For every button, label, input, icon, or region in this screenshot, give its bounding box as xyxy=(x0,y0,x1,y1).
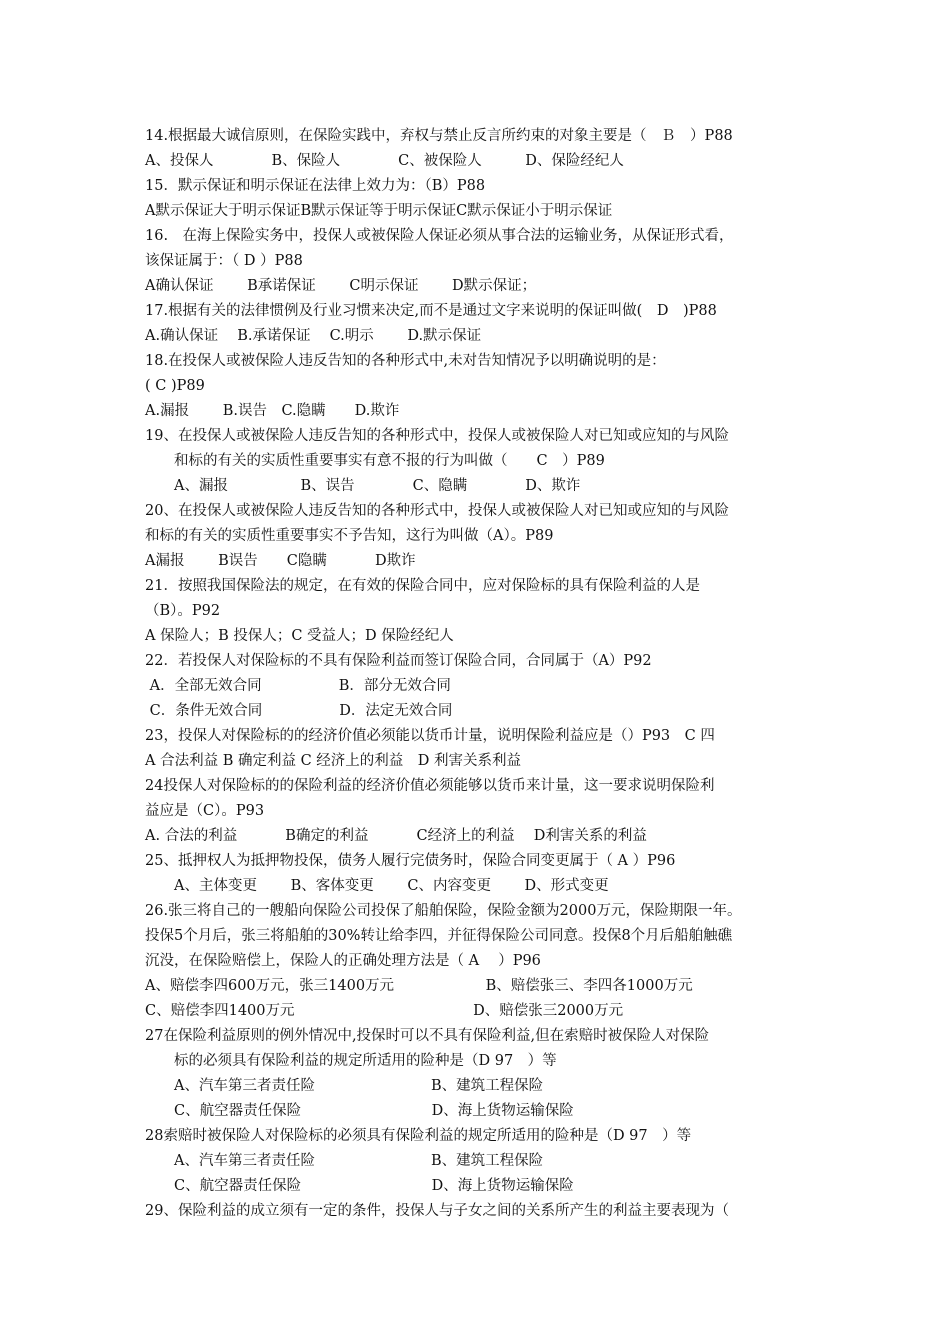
q18-stem-cont: ( C )P89 xyxy=(145,378,205,394)
q21-options: A 保险人；B 投保人；C 受益人；D 保险经纪人 xyxy=(145,628,454,644)
q27-options-1: A、汽车第三者责任险 B、建筑工程保险 xyxy=(145,1078,544,1094)
q17-stem: 17.根据有关的法律惯例及行业习惯来决定,而不是通过文字来说明的保证叫做( D )P88 xyxy=(145,303,717,319)
q15-stem: 15．默示保证和明示保证在法律上效力为：（B）P88 xyxy=(145,178,486,194)
q26-stem-cont-2: 沉没，在保险赔偿上，保险人的正确处理方法是（ A ）P96 xyxy=(145,953,541,969)
q21-stem-cont: （B）。P92 xyxy=(145,603,221,619)
q24-stem-cont: 益应是（C）。P93 xyxy=(145,803,265,819)
q20-options: A漏报 B误告 C隐瞒 D欺诈 xyxy=(145,553,416,569)
q23-options: A 合法利益 B 确定利益 C 经济上的利益 D 利害关系利益 xyxy=(145,753,521,769)
q24-options: A. 合法的利益 B确定的利益 C经济上的利益 D利害关系的利益 xyxy=(145,828,647,844)
q29-stem: 29、保险利益的成立须有一定的条件，投保人与子女之间的关系所产生的利益主要表现为（ xyxy=(145,1203,729,1219)
q22-options-1: A．全部无效合同 B．部分无效合同 xyxy=(145,678,451,694)
q14-options: A、投保人 B、保险人 C、被保险人 D、保险经纪人 xyxy=(145,153,624,169)
q27-stem-cont: 标的必须具有保险利益的规定所适用的险种是（D 97 ）等 xyxy=(145,1053,557,1069)
q16-stem: 16. 在海上保险实务中，投保人或被保险人保证必须从事合法的运输业务，从保证形式看， xyxy=(145,228,734,244)
q22-options-2: C．条件无效合同 D．法定无效合同 xyxy=(145,703,453,719)
q25-options: A、主体变更 B、客体变更 C、内容变更 D、形式变更 xyxy=(145,878,609,894)
q26-options-2: C、赔偿李四1400万元 D、赔偿张三2000万元 xyxy=(145,1003,624,1019)
q16-options: A确认保证 B承诺保证 C明示保证 D默示保证； xyxy=(145,278,537,294)
q20-stem: 20、在投保人或被保险人违反告知的各种形式中，投保人或被保险人对已知或应知的与风险 xyxy=(145,503,729,519)
q24-stem: 24投保人对保险标的的保险利益的经济价值必须能够以货币来计量，这一要求说明保险利 xyxy=(145,778,715,794)
q27-stem: 27在保险利益原则的例外情况中,投保时可以不具有保险利益,但在索赔时被保险人对保险 xyxy=(145,1028,710,1044)
q19-options: A、漏报 B、误告 C、隐瞒 D、欺诈 xyxy=(145,478,581,494)
q27-options-2: C、航空器责任保险 D、海上货物运输保险 xyxy=(145,1103,574,1119)
q15-options: A默示保证大于明示保证B默示保证等于明示保证C默示保证小于明示保证 xyxy=(145,203,613,219)
q14-stem: 14.根据最大诚信原则，在保险实践中，弃权与禁止反言所约束的对象主要是（ Ｂ ）P88 xyxy=(145,128,733,144)
q26-options-1: A、赔偿李四600万元，张三1400万元 B、赔偿张三、李四各1000万元 xyxy=(145,978,693,994)
q17-options: A.确认保证 B.承诺保证 C.明示 D.默示保证 xyxy=(145,328,482,344)
q21-stem: 21．按照我国保险法的规定，在有效的保险合同中，应对保险标的具有保险利益的人是 xyxy=(145,578,700,594)
q26-stem: 26.张三将自己的一艘船向保险公司投保了船舶保险，保险金额为2000万元，保险期限一年。 xyxy=(145,903,742,919)
q19-stem: 19、在投保人或被保险人违反告知的各种形式中，投保人或被保险人对已知或应知的与风险 xyxy=(145,428,729,444)
q23-stem: 23，投保人对保险标的的经济价值必须能以货币计量，说明保险利益应是（）P93 C 四 xyxy=(145,728,715,744)
q28-stem: 28索赔时被保险人对保险标的必须具有保险利益的规定所适用的险种是（D 97 ）等 xyxy=(145,1128,692,1144)
q28-options-2: C、航空器责任保险 D、海上货物运输保险 xyxy=(145,1178,574,1194)
q25-stem: 25、抵押权人为抵押物投保，债务人履行完债务时，保险合同变更属于（ A ）P96 xyxy=(145,853,676,869)
q18-stem: 18.在投保人或被保险人违反告知的各种形式中,未对告知情况予以明确说明的是： xyxy=(145,353,666,369)
q20-stem-cont: 和标的有关的实质性重要事实不予告知，这行为叫做（A）。P89 xyxy=(145,528,554,544)
q18-options: A.漏报 B.误告 C.隐瞒 D.欺诈 xyxy=(145,403,400,419)
q19-stem-cont: 和标的有关的实质性重要事实有意不报的行为叫做（ C ）P89 xyxy=(145,453,605,469)
q16-stem-cont: 该保证属于：（ D ）P88 xyxy=(145,253,303,269)
q22-stem: 22．若投保人对保险标的不具有保险利益而签订保险合同，合同属于（A）P92 xyxy=(145,653,652,669)
q26-stem-cont-1: 投保5个月后，张三将船舶的30%转让给李四，并征得保险公司同意。投保8个月后船舶触礁 xyxy=(145,928,733,944)
q28-options-1: A、汽车第三者责任险 B、建筑工程保险 xyxy=(145,1153,544,1169)
